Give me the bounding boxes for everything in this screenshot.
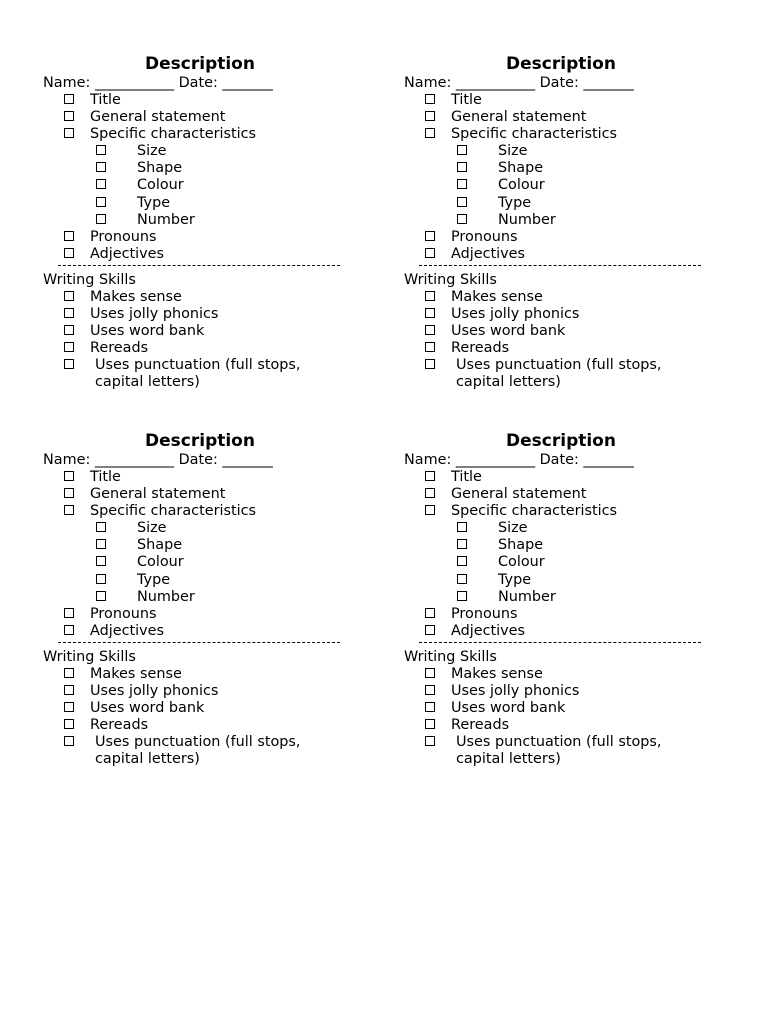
- checkbox-icon[interactable]: [96, 539, 106, 549]
- checkbox-icon[interactable]: [457, 574, 467, 584]
- checkbox-icon[interactable]: [425, 111, 435, 121]
- checklist-item[interactable]: Adjectives: [43, 246, 363, 263]
- checkbox-icon[interactable]: [425, 505, 435, 515]
- checkbox-icon[interactable]: [425, 608, 435, 618]
- checklist-item[interactable]: Adjectives: [43, 623, 363, 640]
- checklist-subitem[interactable]: Colour: [404, 554, 724, 571]
- checklist-item[interactable]: Specific characteristics: [43, 503, 363, 520]
- checklist-subitem[interactable]: Shape: [404, 160, 724, 177]
- checklist-item[interactable]: Uses jolly phonics: [404, 306, 724, 323]
- checklist-item[interactable]: Makes sense: [43, 666, 363, 683]
- checklist-subitem[interactable]: Number: [43, 212, 363, 229]
- checklist-card: [404, 431, 724, 768]
- checklist-item[interactable]: Rereads: [43, 340, 363, 357]
- checklist-subitem[interactable]: Colour: [43, 177, 363, 194]
- checklist-subitem[interactable]: Number: [404, 212, 724, 229]
- checkbox-icon[interactable]: [96, 574, 106, 584]
- checkbox-icon[interactable]: [457, 556, 467, 566]
- checkbox-icon[interactable]: [425, 702, 435, 712]
- checklist-subitem[interactable]: Type: [404, 195, 724, 212]
- checkbox-icon[interactable]: [457, 522, 467, 532]
- checklist-item[interactable]: Rereads: [404, 340, 724, 357]
- checkbox-icon[interactable]: [64, 342, 74, 352]
- checkbox-icon[interactable]: [457, 214, 467, 224]
- checkbox-icon[interactable]: [457, 197, 467, 207]
- checkbox-icon[interactable]: [425, 719, 435, 729]
- checklist-card: [43, 54, 363, 391]
- checklist-item[interactable]: Uses word bank: [43, 323, 363, 340]
- dashed-divider: [419, 265, 701, 266]
- checkbox-icon[interactable]: [457, 591, 467, 601]
- checklist-item[interactable]: Uses punctuation (full stops, capital letters): [43, 357, 335, 391]
- checkbox-icon[interactable]: [64, 94, 74, 104]
- checkbox-icon[interactable]: [64, 668, 74, 678]
- checklist-item[interactable]: Title: [404, 469, 724, 486]
- checklist-item[interactable]: Makes sense: [43, 289, 363, 306]
- checklist-subitem[interactable]: Type: [43, 572, 363, 589]
- name-date-line: Name: ___________ Date: _______: [404, 75, 634, 91]
- dashed-divider: [58, 642, 340, 643]
- checklist-item[interactable]: Rereads: [404, 717, 724, 734]
- checkbox-icon[interactable]: [457, 145, 467, 155]
- checkbox-icon[interactable]: [96, 197, 106, 207]
- checkbox-icon[interactable]: [64, 308, 74, 318]
- name-date-line: Name: ___________ Date: _______: [43, 75, 273, 91]
- checkbox-icon[interactable]: [64, 505, 74, 515]
- checkbox-icon[interactable]: [425, 685, 435, 695]
- checkbox-icon[interactable]: [96, 556, 106, 566]
- checkbox-icon[interactable]: [64, 719, 74, 729]
- checklist-subitem[interactable]: Number: [404, 589, 724, 606]
- checkbox-icon[interactable]: [64, 702, 74, 712]
- checkbox-icon[interactable]: [425, 231, 435, 241]
- checklist-card: [43, 431, 363, 768]
- checkbox-icon[interactable]: [96, 179, 106, 189]
- writing-skills-label: Writing Skills: [43, 271, 136, 288]
- checkbox-icon[interactable]: [96, 162, 106, 172]
- checklist-item[interactable]: Pronouns: [404, 229, 724, 246]
- checklist-item[interactable]: General statement: [43, 486, 363, 503]
- checklist-item[interactable]: Pronouns: [43, 229, 363, 246]
- checkbox-icon[interactable]: [64, 608, 74, 618]
- checklist-item[interactable]: Title: [43, 92, 363, 109]
- name-date-line: Name: ___________ Date: _______: [43, 452, 273, 468]
- checklist-item[interactable]: Uses word bank: [404, 700, 724, 717]
- checkbox-icon[interactable]: [425, 736, 435, 746]
- checklist-item[interactable]: General statement: [404, 486, 724, 503]
- checkbox-icon[interactable]: [457, 179, 467, 189]
- checkbox-icon[interactable]: [64, 325, 74, 335]
- checkbox-icon[interactable]: [64, 248, 74, 258]
- writing-skills-label: Writing Skills: [404, 648, 497, 665]
- card-title: Description: [506, 431, 616, 451]
- checklist-item[interactable]: Pronouns: [404, 606, 724, 623]
- checkbox-icon[interactable]: [96, 214, 106, 224]
- checkbox-icon[interactable]: [425, 325, 435, 335]
- checklist-item[interactable]: Uses jolly phonics: [43, 306, 363, 323]
- checklist-subitem[interactable]: Shape: [43, 160, 363, 177]
- checkbox-icon[interactable]: [64, 736, 74, 746]
- checkbox-icon[interactable]: [425, 308, 435, 318]
- dashed-divider: [58, 265, 340, 266]
- checkbox-icon[interactable]: [64, 128, 74, 138]
- checklist-subitem[interactable]: Size: [43, 143, 363, 160]
- checkbox-icon[interactable]: [64, 625, 74, 635]
- checkbox-icon[interactable]: [425, 248, 435, 258]
- name-date-line: Name: ___________ Date: _______: [404, 452, 634, 468]
- checklist-item[interactable]: Makes sense: [404, 289, 724, 306]
- checkbox-icon[interactable]: [425, 471, 435, 481]
- checklist-item[interactable]: Uses punctuation (full stops, capital letters): [404, 734, 696, 768]
- checklist-subitem[interactable]: Type: [43, 195, 363, 212]
- card-title: Description: [506, 54, 616, 74]
- checkbox-icon[interactable]: [64, 685, 74, 695]
- checkbox-icon[interactable]: [425, 128, 435, 138]
- checkbox-icon[interactable]: [64, 291, 74, 301]
- checklist-item[interactable]: Uses punctuation (full stops, capital letters): [404, 357, 696, 391]
- checkbox-icon[interactable]: [96, 145, 106, 155]
- checklist-item[interactable]: Adjectives: [404, 623, 724, 640]
- checklist-item[interactable]: Uses jolly phonics: [404, 683, 724, 700]
- checkbox-icon[interactable]: [425, 291, 435, 301]
- checkbox-icon[interactable]: [425, 625, 435, 635]
- checkbox-icon[interactable]: [425, 359, 435, 369]
- checklist-subitem[interactable]: Type: [404, 572, 724, 589]
- checklist-item[interactable]: Specific characteristics: [43, 126, 363, 143]
- checkbox-icon[interactable]: [96, 522, 106, 532]
- card-title: Description: [145, 54, 255, 74]
- checkbox-icon[interactable]: [64, 471, 74, 481]
- checklist-item[interactable]: Title: [404, 92, 724, 109]
- checkbox-icon[interactable]: [457, 162, 467, 172]
- checklist-subitem[interactable]: Colour: [404, 177, 724, 194]
- checklist-subitem[interactable]: Size: [43, 520, 363, 537]
- dashed-divider: [419, 642, 701, 643]
- checklist-item[interactable]: Pronouns: [43, 606, 363, 623]
- checklist-item[interactable]: Specific characteristics: [404, 503, 724, 520]
- checkbox-icon[interactable]: [96, 591, 106, 601]
- checkbox-icon[interactable]: [64, 488, 74, 498]
- checklist-item[interactable]: Uses punctuation (full stops, capital letters): [43, 734, 335, 768]
- checklist-item[interactable]: Makes sense: [404, 666, 724, 683]
- checklist-item[interactable]: General statement: [404, 109, 724, 126]
- checkbox-icon[interactable]: [425, 488, 435, 498]
- checklist-subitem[interactable]: Shape: [404, 537, 724, 554]
- checkbox-icon[interactable]: [64, 111, 74, 121]
- checklist-subitem[interactable]: Shape: [43, 537, 363, 554]
- checkbox-icon[interactable]: [425, 342, 435, 352]
- checklist-subitem[interactable]: Number: [43, 589, 363, 606]
- checklist-item[interactable]: Uses jolly phonics: [43, 683, 363, 700]
- checklist-item[interactable]: Uses word bank: [404, 323, 724, 340]
- checklist-subitem[interactable]: Size: [404, 520, 724, 537]
- checkbox-icon[interactable]: [425, 668, 435, 678]
- writing-skills-label: Writing Skills: [43, 648, 136, 665]
- checkbox-icon[interactable]: [64, 359, 74, 369]
- checklist-subitem[interactable]: Size: [404, 143, 724, 160]
- checklist-item[interactable]: Adjectives: [404, 246, 724, 263]
- writing-skills-label: Writing Skills: [404, 271, 497, 288]
- card-title: Description: [145, 431, 255, 451]
- checkbox-icon[interactable]: [64, 231, 74, 241]
- checklist-item[interactable]: General statement: [43, 109, 363, 126]
- checklist-item[interactable]: Uses word bank: [43, 700, 363, 717]
- checklist-item[interactable]: Specific characteristics: [404, 126, 724, 143]
- checklist-item[interactable]: Title: [43, 469, 363, 486]
- checkbox-icon[interactable]: [425, 94, 435, 104]
- checklist-item[interactable]: Rereads: [43, 717, 363, 734]
- checklist-subitem[interactable]: Colour: [43, 554, 363, 571]
- checklist-card: [404, 54, 724, 391]
- checkbox-icon[interactable]: [457, 539, 467, 549]
